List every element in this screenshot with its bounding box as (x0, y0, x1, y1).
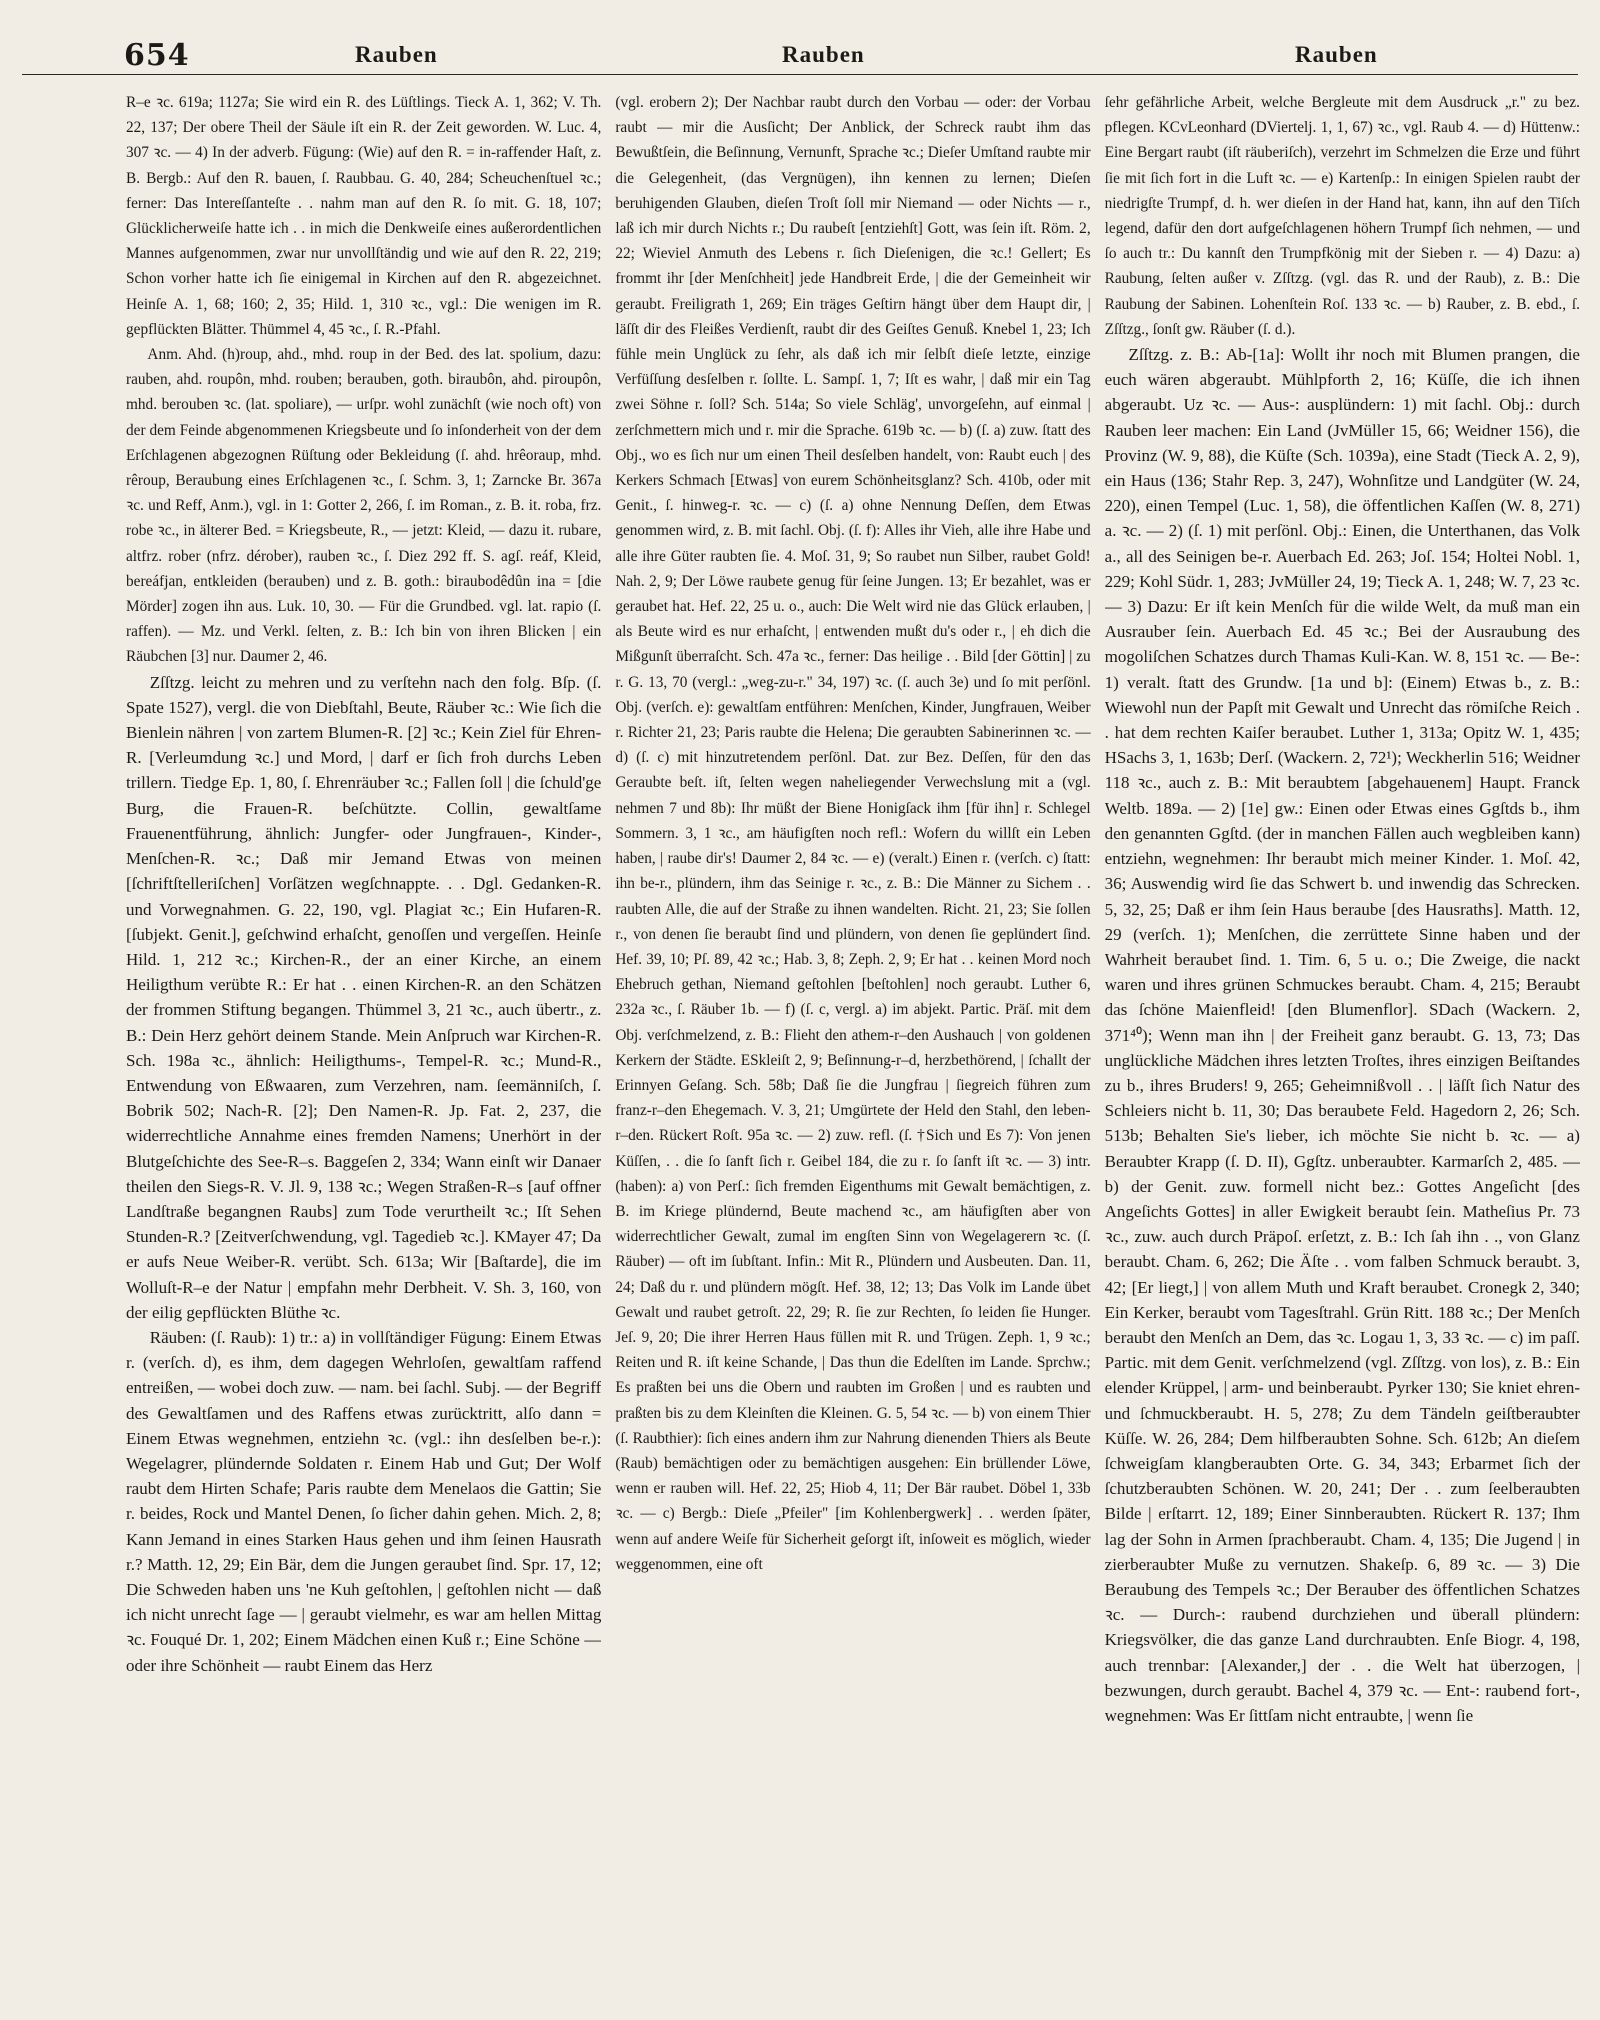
entry-paragraph: Anm. Ahd. (h)roup, ahd., mhd. roup in der Bed. des lat. spolium, dazu: rauben, ahd. roupôn, mhd. rouben; berauben, goth. biraubôn, ahd. piroupôn, mhd. berouben ꝛc. (lat. spoliare), — urſpr. wohl zunächſt (wie noch oft) von der dem Feinde abgenommenen Kriegsbeute und ſo inſonderheit von der dem Erſchlagenen abgezognen Rüſtung oder Bekleidung (ſ. ahd. hrêoraup, mhd. rêroup, Beraubung eines Erſchlagenen ꝛc., ſ. Schm. 3, 1; Zarncke Br. 367a ꝛc. und Reff, Anm.), vgl. in 1: Gotter 2, 266, ſ. im Roman., z. B. it. roba, frz. robe ꝛc., in älterer Bed. = Kriegsbeute, R., — jetzt: Kleid, — dazu it. rubare, altfrz. rober (nfrz. dérober), rauben ꝛc., ſ. Diez 292 ff. S. agſ. reáf, Kleid, bereáfjan, entkleiden (berauben) und z. B. goth.: biraubodêdûn ina = [die Mörder] zogen ihn aus. Luk. 10, 30. — Für die Grundbed. vgl. lat. rapio (ſ. raffen). — Mz. und Verkl. ſelten, z. B.: Ich bin von ihren Blicken | ein Räubchen [3] nur. Daumer 2, 46. (126, 346, 602, 666)
entry-paragraph: R–e ꝛc. 619a; 1127a; Sie wird ein R. des Lüſtlings. Tieck A. 1, 362; V. Th. 22, 137; Der obere Theil der Säule iſt ein R. der Zeit geworden. W. Luc. 4, 307 ꝛc. — 4) In der adverb. Fügung: (Wie) auf den R. = in-raffender Haſt, z. B. Bergb.: Auf den R. bauen, ſ. Raubbau. G. 40, 284; Scheuchenſtuel ꝛc.; ferner: Das Intereſſanteſte . . nahm man auf den R. ſo mit. G. 18, 107; Glücklicherweiſe hatte ich . . in mich die Denkweiſe eines außerordentlichen Mannes aufgenommen, zwar nur unvollſtändig und wie auf den R. 22, 219; Schon vorher hatte ich ſie einigemal in Kirchen auf den R. abgezeichnet. Heinſe A. 1, 68; 160; 2, 35; Hild. 1, 310 ꝛc., vgl.: Die wenigen im R. gepflückten Blätter. Thümmel 4, 45 ꝛc., ſ. R.-Pfahl. (126, 94, 602, 338)
entry-paragraph: (vgl. erobern 2); Der Nachbar raubt durch den Vorbau — oder: der Vorbau raubt — mir die Ausſicht; Der Anblick, der Schreck raubt ihm das Bewußtſein, die Beſinnung, Vernunft, Sprache ꝛc.; Dieſer Umſtand raubte mir die Gelegenheit, (das Vergnügen), ihn kennen zu lernen; Dieſen beruhigenden Glauben, dieſen Troſt ſoll mir Niemand — oder Nichts — r., laß ich mir durch Nichts r.; Du raubeſt [entziehſt] Gott, was ſein iſt. Röm. 2, 22; Wieviel Anmuth des Lebens r. ſich Dieſenigen, die ꝛc.! Gellert; Es frommt ihr [der Menſchheit] jede Handbreit Erde, | die der Gemeinheit wir geraubt. Freiligrath 1, 269; Ein träges Geſtirn hängt über dem Haupt dir, | läſſt dir des Fleißes Verdienſt, raubt dir des Geiſtes Genuß. Knebel 1, 23; Ich fühle mein Unglück zu ſehr, als daß ich mir ſelbſt dieſe letzte, einzige Verfüſſung desſelben r. ſollte. L. Sampſ. 1, 7; Iſt es wahr, | daß mir ein Tag zwei Söhne r. ſoll? Sch. 514a; So viele Schläg', unvorgeſehn, auf einmal | zerſchmettern mich und r. mir die Sprache. 619b ꝛc. — b) (ſ. a) zuw. ſtatt des Obj., wo es ſich nur um einen Theil desſelben handelt, von: Raubt euch | des Kerkers Schmach [Etwas] von eurem Schönheitsglanz? Sch. 410b, oder mit Genit., ſ. hinweg-r. ꝛc. — c) (ſ. a) ohne Nennung Deſſen, dem Etwas genommen wird, z. B. mit ſachl. Obj. (ſ. f): Alles ihr Vieh, alle ihre Habe und alle ihre Güter raubten ſie. 4. Moſ. 31, 9; So raubet nun Silber, raubet Gold! Nah. 2, 9; Der Löwe raubete genug für ſeine Jungen. 13; Er bezahlet, was er geraubet hat. Hef. 22, 25 u. o., auch: Die Welt wird nie das Glück erlauben, | als Beute wird es nur erhaſcht, | entwenden mußt du's oder r., | eh dich die Mißgunſt überraſcht. Sch. 47a ꝛc., ferner: Das heilige . . Bild [der Göttin] | zu r. G. 13, 70 (vergl.: „weg-zu-r." 34, 197) ꝛc. (ſ. auch 3e) und ſo mit perſönl. Obj. (verſch. e): gewaltſam entführen: Menſchen, Kinder, Jungfrauen, Weiber r. Richter 21, 23; Paris raubte die Helena; Die geraubten Sabinerinnen ꝛc. — d) (ſ. c) mit hinzutretendem perſönl. Dat. zur Bez. Deſſen, für den das Geraubte beſt. iſt, ſelten wegen naheliegender Verwechslung mit a (vgl. nehmen 7 und 8b): Ihr müßt der Biene Honigſack ihm [für ihn] r. Schlegel Sommern. 3, 1 ꝛc., am häufigſten noch refl.: Wofern du willſt ein Leben haben, | raube dir's! Daumer 2, 84 ꝛc. — e) (veralt.) Einen r. (verſch. c) ſtatt: ihn be-r., plündern, ihm das Seinige r. ꝛc., z. B.: Die Männer zu Sichem . . raubten Alle, die auf der Straße zu ihnen wandelten. Richt. 21, 23; Sie ſollen r., von denen ſie beraubt ſind und plündern, von denen ſie geplündert ſind. Hef. 39, 10; Pſ. 89, 42 ꝛc.; Hab. 3, 8; Zeph. 2, 9; Er hat . . keinen Mord noch Ehebruch gethan, Niemand geſtohlen [beſtohlen] noch geraubt. Luther 6, 232a ꝛc., ſ. Räuber 1b. — f) (ſ. c, vergl. a) im abjekt. Partic. Präſ. mit dem Obj. verſchmelzend, z. B.: Flieht den athem-r–den Aushauch | von goldenen Kerkern der Städte. ESkleiſt 2, 9; Beſinnung-r–d, herzbethörend, | ſchallt der Erinnyen Geſang. Sch. 58b; Daß ſie die Jungfrau | ſiegreich führen zum franz-r–den Ehegemach. V. 3, 21; Umgürtete der Held den Stahl, den leben-r–den. Rückert Roſt. 95a ꝛc. — 2) zuw. refl. (ſ. †Sich und Es 7): Von jenen Küſſen, . . die ſo ſanft ſich r. Geibel 184, die zu r. ſo ſanft iſt ꝛc. — 3) intr. (haben): a) von Perſ.: ſich fremden Eigenthums mit Gewalt bemächtigen, z. B. im Kriege plündernd, Beute machend ꝛc., am häufigſten aber von widerrechtlicher Gewalt, zumal im engſten Sinn von Wegelagerern ꝛc. (ſ. Räuber) — oft im ſubſtant. Infin.: Mit R., Plündern und Ausbeuten. Dan. 11, 24; Daß du r. und plündern mögſt. Hef. 38, 12; 13; Das Volk im Lande übet Gewalt und raubet getroſt. 22, 29; R. ſie zur Rechten, ſo leiden ſie Hunger. Jeſ. 9, 20; Die ihrer Herren Haus füllen mit R. und Trügen. Zeph. 1, 9 ꝛc.; Reiten und R. iſt keine Schande, | Das thun die Edelſten im Lande. Sprchw.; Es praßten bei uns die Obern und raubten im Großen | und es raubten und praßten bis zu dem Kleinſten die Kleinen. G. 5, 54 ꝛc. — b) von einem Thier (ſ. Raubthier): ſich eines andern ihm zur Nahrung dienenden Thiers als Beute (Raub) bemächtigen oder zu bemächtigen ausgehen: Ein brüllender Löwe, wenn er rauben will. Hef. 22, 25; Hiob 4, 11; Der Bär raubet. Döbel 1, 33b ꝛc. — c) Bergb.: Dieſe „Pfeiler" [im Kohlenbergwerk] . . werden ſpäter, wenn auf andere Weiſe für Sicherheit geſorgt iſt, inſoweit es möglich, wieder weggenommen, eine oft (615, 94, 1091, 1573)
column-right (1105, 90, 1580, 2015)
page-number: 654 (124, 38, 190, 73)
entry-paragraph: ſehr gefährliche Arbeit, welche Bergleute mit dem Ausdruck „r." zu bez. pflegen. KCvLeonhard (DViertelj. 1, 1, 67) ꝛc., vgl. Raub 4. — d) Hüttenw.: Eine Bergart raubt (iſt räuberiſch), verzehrt im Schmelzen die Erze und führt ſie mit ſich fort in die Luft ꝛc. — e) Kartenſp.: In einigen Spielen raubt der niedrigſte Trumpf, d. h. wer dieſen in der Hand hat, kann, ihn auf den Tiſch legend, dafür den dort aufgeſchlagenen höhern Trumpf ſich nehmen, — und ſo auch tr.: Du kannſt den Trumpfkönig mit der Sieben r. — 4) Dazu: a) Raubung, ſelten außer v. Zſſtzg. (vgl. das R. und der Raub), z. B.: Die Raubung der Sabinen. Lohenſtein Roſ. 133 ꝛc. — b) Rauber, z. B. ebd., ſ. Zſſtzg., ſonſt gw. Räuber (ſ. d.). (1104, 94, 1580, 338)
text-columns (126, 90, 1580, 2015)
entry-paragraph: Zſſtzg. leicht zu mehren und zu verſtehn nach den folg. Bſp. (ſ. Spate 1527), vergl. die von Diebſtahl, Beute, Räuber ꝛc.: Wie ſich die Bienlein nähren | von zartem Blumen-R. [2] ꝛc.; Kein Ziel für Ehren-R. [Verleumdung ꝛc.] und Mord, | darf er ſich froh durchs Leben trillern. Tiedge Ep. 1, 80, ſ. Ehrenräuber ꝛc.; Fallen ſoll | die ſchuld'ge Burg, die Frauen-R. beſchützte. Collin, gewaltſame Frauenentführung, ähnlich: Jungfer- oder Jungfrauen-, Kinder-, Menſchen-R. ꝛc.; Daß mir Jemand Etwas von meinen [ſchriftſtelleriſchen] Vorſätzen wegſchnappte. . . Dgl. Gedanken-R. und Vorwegnahmen. G. 22, 190, vgl. Plagiat ꝛc.; Ein Hufaren-R. [ſubjekt. Genit.], geſchwind erhaſcht, genoſſen und vergeſſen. Heinſe Hild. 1, 212 ꝛc.; Kirchen-R., der an einer Kirche, an einem Heiligthum verübte R.: Er hat . . einen Kirchen-R. an den Schätzen der frommen Stiftung begangen. Thümmel 3, 21 ꝛc., auch übertr., z. B.: Dein Herz gehört deinem Stande. Mein Anſpruch war Kirchen-R. Sch. 198a ꝛc., ähnlich: Heiligthums-, Tempel-R. ꝛc.; Mund-R., Entwendung von Eßwaaren, zum Verzehren, nam. ſeemänniſch, ſ. Bobrik 502; Nach-R. [2]; Den Namen-R. Jp. Fat. 2, 237, die widerrechtliche Annahme eines fremden Namens; Unerhört in der Blutgeſchichte des See-R–s. Baggeſen 2, 334; Wann einſt wir Danaer theilen den Siegs-R. V. Jl. 9, 138 ꝛc.; Wegen Straßen-R–s [auf offner Landſtraße begangnen Raubs] zum Tode verurtheilt ꝛc.; Iſt Sehen Stunden-R.? [Zeitverſchwendung, vgl. Tagedieb ꝛc.]. KMayer 47; Da er aufs Neue Weiber-R. verübt. Sch. 613a; Wir [Baſtarde], die im Wolluſt-R–e der Natur | empfahn mehr Derbheit. V. Sh. 3, 160, von der eilig gepflückten Blüthe ꝛc. (126, 672, 602, 1322)
entry-paragraph: Zſſtzg. z. B.: Ab-[1a]: Wollt ihr noch mit Blumen prangen, die euch wären abgeraubt. Mühlpforth 2, 16; Küſſe, die ich ihnen abgeraubt. Uz ꝛc. — Aus-: ausplündern: 1) mit ſachl. Obj.: durch Rauben leer machen: Ein Land (JvMüller 15, 66; Weidner 156), die Provinz (W. 9, 88), die Küſte (Sch. 1039a), eine Stadt (Tieck A. 2, 9), ein Haus (136; Stahr Rep. 3, 247), Wohnſitze und Landgüter (W. 24, 220), einen Tempel (Luc. 1, 58), die öffentlichen Kaſſen (W. 8, 271) a. ꝛc. — 2) (ſ. 1) mit perſönl. Obj.: Einen, die Unterthanen, das Volk a., all des Seinigen be-r. Auerbach Ed. 263; Joſ. 154; Holtei Nobl. 1, 229; Kohl Südr. 1, 283; JvMüller 24, 19; Tieck A. 1, 248; W. 7, 23 ꝛc. — 3) Dazu: Er iſt kein Menſch für die wilde Welt, da muß man ein Ausrauber ſein. Auerbach Ed. 45 ꝛc.; Bei der Ausraubung des mogoliſchen Schatzes durch Thamas Kuli-Kan. W. 8, 151 ꝛc. — Be-: 1) veralt. ſtatt des Grundw. [1a und b]: (Einem) Etwas b., z. B.: Wiewohl nun der Papſt mit Gewalt und Unrecht das römiſche Reich . . hat dem rechten Kaiſer beraubet. Luther 1, 313a; Opitz W. 1, 435; HSachs 3, 1, 163b; Derſ. (Wackern. 2, 72¹); Weckherlin 516; Weidner 118 ꝛc., auch z. B.: Mit beraubtem [abgehauenem] Haupt. Franck Weltb. 189a. — 2) [1e] gw.: Einen oder Etwas eines Ggſtds b., ihm den genannten Ggſtd. (der in manchen Fällen auch wegbleiben kann) entziehn, wegnehmen: Ihr beraubt mich meiner Kinder. 1. Moſ. 42, 36; Auswendig wird ſie das Schwert b. und inwendig das Schrecken. 5, 32, 25; Daß er ihm ſein Haus beraube [des Hausraths]. Matth. 12, 29 (verſch. 1); Menſchen, die zerrüttete Sinne haben und der Wahrheit beraubet ſind. 1. Tim. 6, 5 u. o.; Die Zweige, die nackt waren und ihres grünen Schmuckes beraubt. Cham. 4, 215; Beraubt das ſchöne Maienfleid! [den Blumenflor]. SDach (Wackern. 2, 371⁴⁰); Wenn man ihn | der Freiheit ganz beraubt. G. 13, 73; Das unglückliche Mädchen ihres letzten Troſtes, ihres einzigen Beiſtandes zu b., ihres Bruders! 9, 265; Geheimnißvoll . . | läſſt ſich Natur des Schleiers nicht b. 11, 30; Das beraubete Feld. Hagedorn 2, 26; Sch. 513b; Behalten Sie's lieber, ich möchte Sie nicht b. ꝛc. — a) Beraubter Krapp (ſ. D. II), Ggſtz. unberaubter. Karmarſch 2, 485. — b) der Genit. zuw. formell nicht bez.: Gottes Angeſicht [des Angeſichts Gottes] in aller Ewigkeit beraubt ſein. Matheſius Pr. 73 ꝛc., zuw. auch durch Präpoſ. erſetzt, z. B.: Ich ſah ihn . ., von Glanz beraubt. Cham. 6, 262; Die Äſte . . vom falben Schmuck beraubt. 3, 42; [Er liegt,] | von allem Muth und Kraft beraubet. Cronegk 2, 340; Ein Kerker, beraubt vom Tagesſtrahl. Grün Ritt. 188 ꝛc.; Der Menſch beraubt den Menſch an Dem, das ꝛc. Logau 1, 3, 33 ꝛc. — c) im paſſ. Partic. mit dem Genit. verſchmelzend (vgl. Zſſtzg. von los), z. B.: Ein elender Krüppel, | arm- und beinberaubt. Pyrker 130; Sie kniet ehren- und ſchmuckberaubt. H. 5, 278; Zu dem Tändeln geiſtberaubter Küſſe. W. 26, 284; Dem hilfberaubten Sohne. Sch. 612b; An dieſem ſchweigſam klangberaubten Orte. G. 34, 343; Erbarmet ſich der ſchutzberaubten Schönen. W. 20, 241; Der . . zum ſeelberaubten Bilde | erſtarrt. 12, 189; Einer Sinnberaubten. Rückert R. 137; Ihm lag der Sohn in Armen ſprachberaubt. Cham. 4, 135; Die Jugend | in zierberaubter Muße zu vernutzen. Shakeſp. 6, 89 ꝛc. — 3) Die Beraubung des Tempels ꝛc.; Der Berauber des öffentlichen Schatzes ꝛc. — Durch-: raubend durchziehen und überall plündern: Kriegsvölker, die das ganze Land durchraubten. Enſe Biogr. 4, 198, auch trennbar: [Alexander,] der . . die Welt hat überzogen, | bezwungen, durch geraubt. Bachel 4, 379 ꝛc. — Ent-: raubend fort-, wegnehmen: Was Er ſittſam nicht entraubte, | wenn ſie (1104, 345, 1580, 1725)
running-headword-center: Rauben (782, 42, 865, 67)
running-headword-left: Rauben (355, 42, 438, 67)
running-headword-right: Rauben (1295, 42, 1378, 67)
entry-paragraph: Räuben: (ſ. Raub): 1) tr.: a) in vollſtändiger Fügung: Einem Etwas r. (verſch. d), es ihm, dem dagegen Wehrloſen, gewaltſam raffend entreißen, — wobei doch zuw. — nam. bei ſachl. Subj. — der Begriff des Gewaltſamen und des Raffens etwas zurücktritt, alſo dann = Einem Etwas wegnehmen, entziehn ꝛc. (vgl.: ihn desſelben be-r.): Wegelagrer, plündernde Soldaten r. Einem Hab und Gut; Der Wolf raubt dem Hirten Schafe; Paris raubte dem Menelaos die Gattin; Sie r. beides, Rock und Mantel Denen, ſo ſicher dahin gehen. Mich. 2, 8; Kann Jemand in eines Starken Haus gehen und ihm ſeinen Hausrath r.? Matth. 12, 29; Ein Bär, dem die Jungen geraubet ſind. Spr. 17, 12; Die Schweden haben uns 'ne Kuh geſtohlen, | geſtohlen nicht — daß ich nicht unrecht ſage — | geraubt vielmehr, es war am hellen Mittag ꝛc. Fouqué Dr. 1, 202; Einem Mädchen einen Kuß r.; Eine Schöne — oder ihre Schönheit — raubt Einem das Herz (126, 1327, 602, 1675)
column-center (615, 90, 1090, 2015)
column-left (126, 90, 601, 2015)
page-header (22, 22, 1578, 75)
